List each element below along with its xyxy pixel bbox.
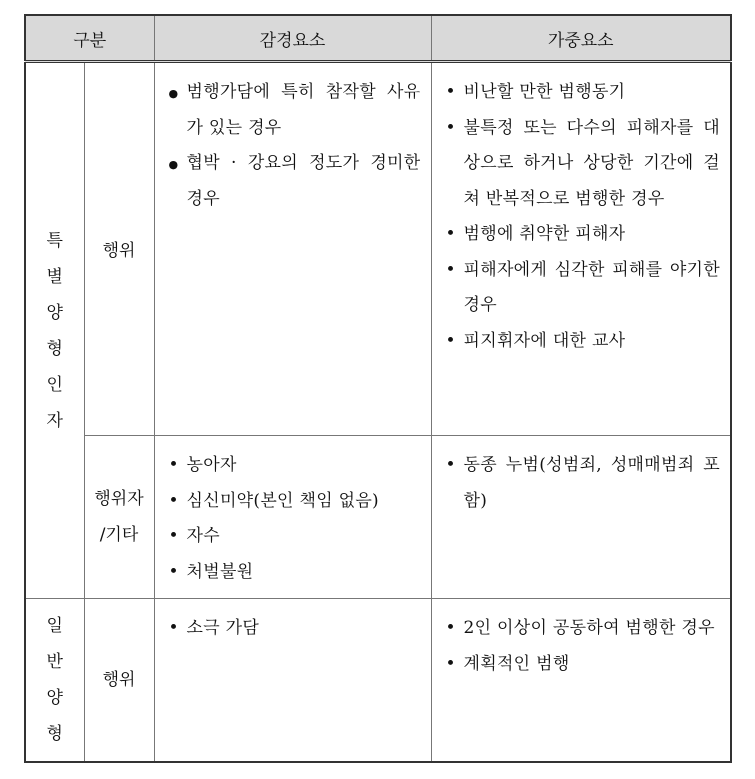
group-general-label: 일 반 양 형 [25,599,84,763]
list-item: • 자수 [169,519,421,555]
list-item: • 계획적인 범행 [446,647,721,683]
aggravating-cell [431,62,731,436]
list-item: • 심신미약(본인 책임 없음) [169,484,421,520]
header-mitigating: 감경요소 [154,15,431,62]
aggravating-cell [431,599,731,763]
list-item: • 농아자 [169,448,421,484]
table-row [25,599,731,763]
header-aggravating: 가중요소 [431,15,731,62]
table-row [25,62,731,436]
subcategory-label: 행위 [84,599,154,763]
list-item: • 2인 이상이 공동하여 범행한 경우 [446,611,721,647]
table-row [25,436,731,599]
list-item: • 소극 가담 [169,611,421,647]
group-special-label: 특 별 양 형 인 자 [25,62,84,599]
sentencing-factors-table [24,14,732,763]
list-item: • 피지휘자에 대한 교사 [446,324,721,360]
mitigating-cell [154,599,431,763]
list-item: ● 범행가담에 특히 참작할 사유가 있는 경우 [169,75,421,146]
subcategory-label: 행위자 /기타 [84,436,154,599]
list-item: • 불특정 또는 다수의 피해자를 대상으로 하거나 상당한 기간에 걸쳐 반복적으로 범행한 경우 [446,111,721,218]
list-item: • 비난할 만한 범행동기 [446,75,721,111]
subcategory-label: 행위 [84,62,154,436]
list-item: • 처벌불원 [169,555,421,591]
header-row [25,15,731,62]
list-item: ● 협박 · 강요의 정도가 경미한 경우 [169,146,421,217]
mitigating-cell [154,436,431,599]
aggravating-cell [431,436,731,599]
list-item: • 범행에 취약한 피해자 [446,217,721,253]
mitigating-cell [154,62,431,436]
list-item: • 피해자에게 심각한 피해를 야기한 경우 [446,253,721,324]
list-item: • 동종 누범(성범죄, 성매매범죄 포함) [446,448,721,519]
header-category: 구분 [25,15,154,62]
